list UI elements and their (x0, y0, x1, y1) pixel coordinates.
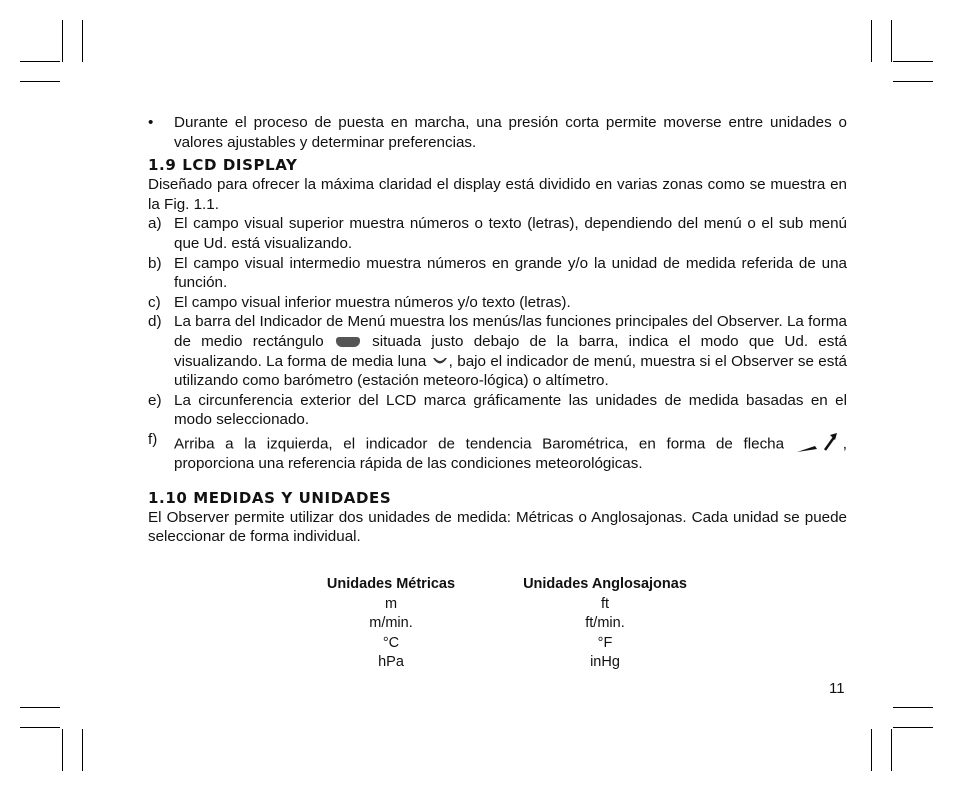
imperial-unit: ft (600, 595, 610, 612)
list-item (148, 214, 847, 253)
item-text-part: La barra del Indicador de Menú muestra los menús/las funciones principales del Observer. La forma de medio rectángulo (174, 313, 847, 350)
imperial-unit: inHg (590, 654, 620, 670)
metric-unit: °C (382, 634, 400, 651)
crop-mark (893, 81, 933, 82)
list-item (148, 293, 847, 313)
metric-column (311, 575, 471, 673)
item-text (174, 312, 847, 390)
section-heading-medidas-unidades: 1.10 MEDIDAS Y UNIDADES (148, 488, 392, 507)
item-text: El campo visual inferior muestra números y/o texto (letras). (174, 293, 571, 311)
item-label: d) (148, 313, 162, 331)
section-intro: El Observer permite utilizar dos unidades de medida: Métricas o Anglosajonas. Cada unidad se puede seleccionar de forma individual. (148, 508, 847, 546)
list-item (148, 430, 847, 474)
crop-mark (893, 707, 933, 708)
item-text-part: Arriba a la izquierda, el indicador de tendencia Barométrica, en forma de flecha (174, 435, 785, 453)
crop-mark (893, 61, 933, 62)
page-body (148, 113, 847, 547)
crop-mark (82, 20, 83, 62)
item-text-part: situada justo debajo de la barra, indica el modo que Ud. está visualizando. La forma de media luna (174, 332, 848, 370)
crop-mark (871, 729, 872, 771)
item-label: a) (148, 215, 162, 233)
item-label: b) (148, 254, 162, 272)
item-label: f) (148, 430, 158, 448)
item-text: El campo visual superior muestra números o texto (letras), dependiendo del menú o el sub menú que Ud. está visualizando. (174, 215, 847, 252)
item-text: La circunferencia exterior del LCD marca gráficamente las unidades de medida basadas en el modo seleccionado. (174, 391, 847, 429)
imperial-column (505, 575, 705, 673)
crop-mark (20, 81, 60, 82)
list-item (148, 391, 847, 430)
metric-unit: m/min. (369, 615, 413, 631)
metric-unit: hPa (378, 654, 404, 670)
metric-header: Unidades Métricas (326, 576, 456, 592)
section-intro: Diseñado para ofrecer la máxima claridad el display está dividido en varias zonas como se muestra en la Fig. 1.1. (148, 176, 847, 213)
trend-arrow-icon (795, 430, 841, 454)
crop-mark (891, 729, 892, 771)
item-text-part: , proporciona una referencia rápida de las condiciones meteorológicas. (174, 435, 847, 472)
page-number: 11 (829, 680, 845, 697)
item-text-part: , bajo el indicador de menú, muestra si el Observer se está utilizando como barómetro (estación meteoro-lógica) o altímetro. (174, 352, 847, 390)
list-item (148, 312, 847, 390)
crop-mark (20, 727, 60, 728)
crop-mark (82, 729, 83, 771)
crop-mark (893, 727, 933, 728)
intro-bullet (148, 113, 847, 152)
imperial-unit: ft/min. (585, 615, 625, 631)
imperial-unit: °F (597, 634, 613, 651)
bullet-text: Durante el proceso de puesta en marcha, una presión corta permite moverse entre unidades o valores ajustables y determinar preferencias. (174, 114, 847, 151)
crop-mark (891, 20, 892, 62)
half-moon-icon (432, 357, 448, 367)
item-text: El campo visual intermedio muestra números en grande y/o la unidad de medida referida de una función. (174, 254, 847, 292)
item-label: e) (148, 391, 162, 409)
section-heading-lcd-display: 1.9 LCD DISPLAY (148, 156, 298, 175)
item-text (174, 430, 847, 474)
item-label: c) (148, 293, 161, 311)
crop-mark (62, 729, 63, 771)
crop-mark (20, 707, 60, 708)
crop-mark (20, 61, 60, 62)
half-rectangle-icon (336, 337, 360, 347)
crop-mark (871, 20, 872, 62)
metric-unit: m (384, 595, 398, 612)
bullet-symbol: • (148, 114, 154, 131)
imperial-header: Unidades Anglosajonas (523, 576, 687, 592)
list-item (148, 254, 847, 293)
crop-mark (62, 20, 63, 62)
